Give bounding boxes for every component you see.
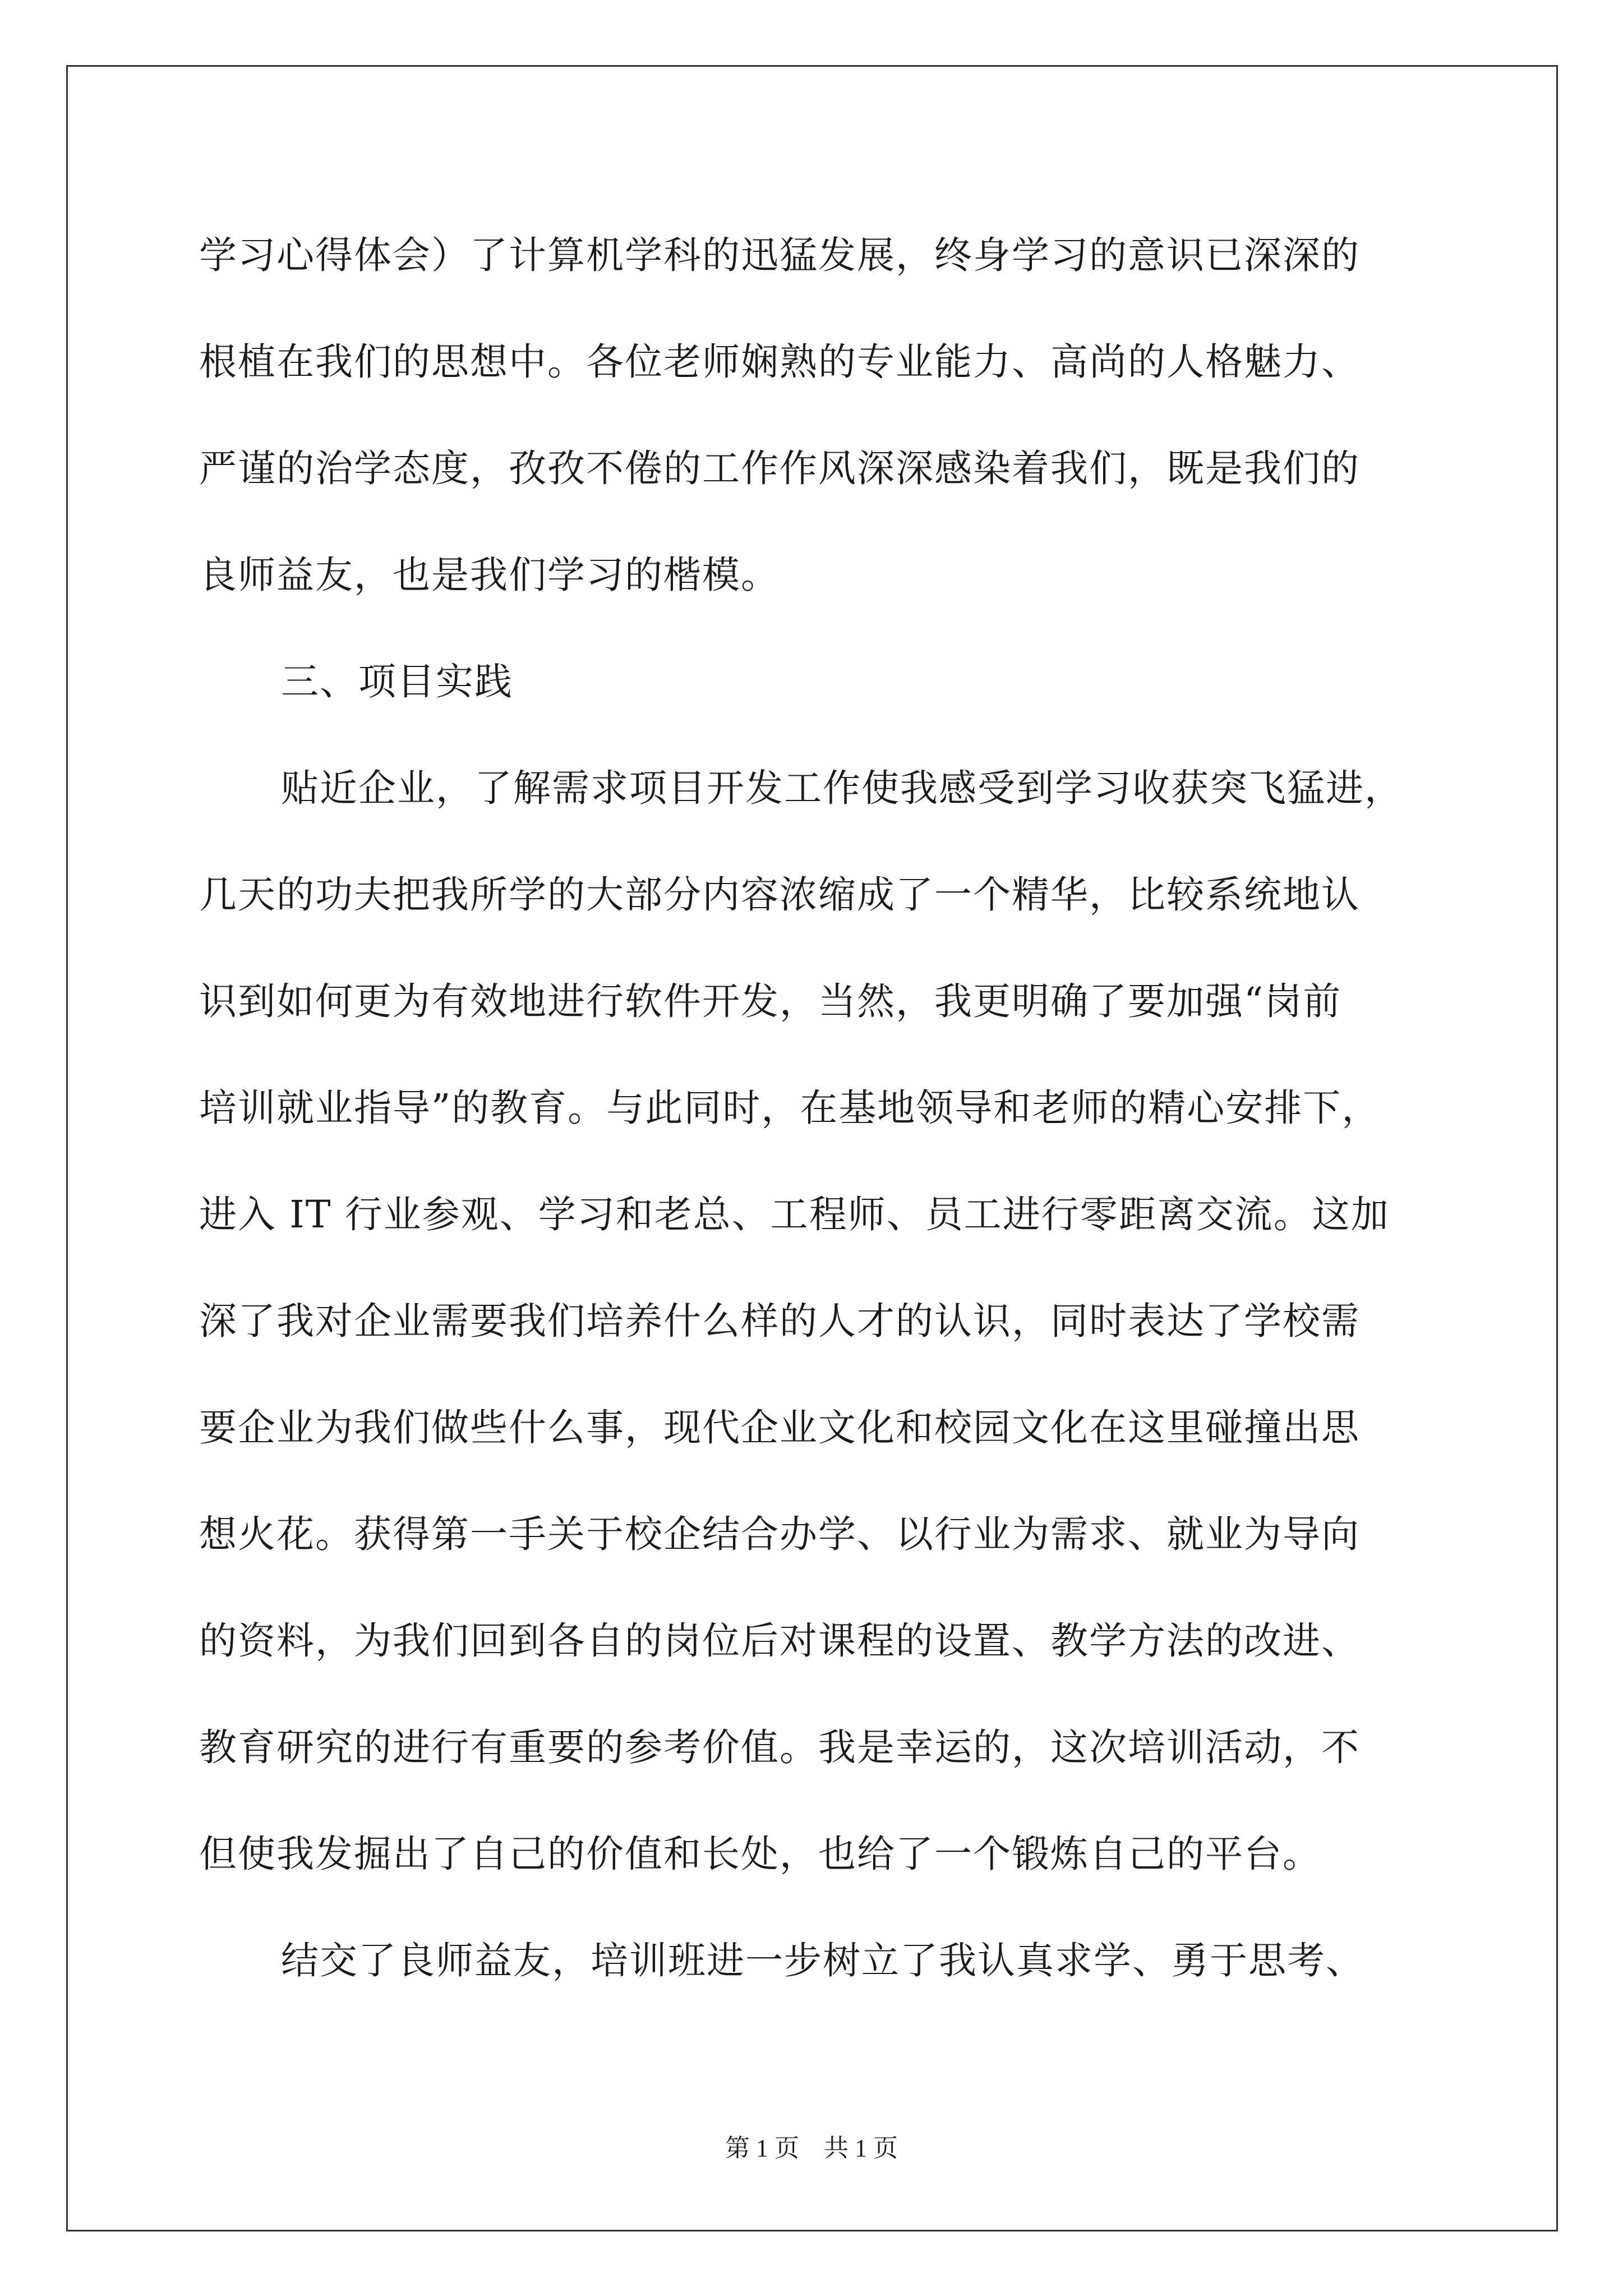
text-line: 严谨的治学态度，孜孜不倦的工作作风深深感染着我们，既是我们的 <box>199 447 1360 490</box>
text-line: 几天的功夫把我所学的大部分内容浓缩成了一个精华，比较系统地认 <box>199 873 1360 917</box>
text-line: 但使我发掘出了自己的价值和长处，也给了一个锻炼自己的平台。 <box>199 1832 1321 1876</box>
text-line: 进入 IT 行业参观、学习和老总、工程师、员工进行零距离交流。这加 <box>199 1193 1390 1236</box>
text-line: 深了我对企业需要我们培养什么样的人才的认识，同时表达了学校需 <box>199 1299 1360 1343</box>
text-line: 想火花。获得第一手关于校企结合办学、以行业为需求、就业为导向 <box>199 1512 1360 1556</box>
section-heading: 三、项目实践 <box>281 660 513 703</box>
text-line: 根植在我们的思想中。各位老师娴熟的专业能力、高尚的人格魅力、 <box>199 340 1360 384</box>
page-number-footer: 第 1 页 共 1 页 <box>725 2134 898 2162</box>
text-line: 结交了良师益友，培训班进一步树立了我认真求学、勇于思考、 <box>281 1939 1364 1982</box>
document-body <box>199 202 1433 2014</box>
text-line: 培训就业指导”的教育。与此同时，在基地领导和老师的精心安排下， <box>199 1086 1381 1130</box>
text-line: 贴近企业，了解需求项目开发工作使我感受到学习收获突飞猛进， <box>281 766 1403 810</box>
text-line: 良师益友，也是我们学习的楷模。 <box>199 553 780 597</box>
text-line: 学习心得体会）了计算机学科的迅猛发展，终身学习的意识已深深的 <box>199 233 1360 277</box>
text-line: 识到如何更为有效地进行软件开发，当然，我更明确了要加强“岗前 <box>199 979 1342 1023</box>
text-line: 要企业为我们做些什么事，现代企业文化和校园文化在这里碰撞出思 <box>199 1406 1360 1450</box>
text-line: 的资料，为我们回到各自的岗位后对课程的设置、教学方法的改进、 <box>199 1619 1360 1663</box>
text-line: 教育研究的进行有重要的参考价值。我是幸运的，这次培训活动，不 <box>199 1726 1360 1769</box>
